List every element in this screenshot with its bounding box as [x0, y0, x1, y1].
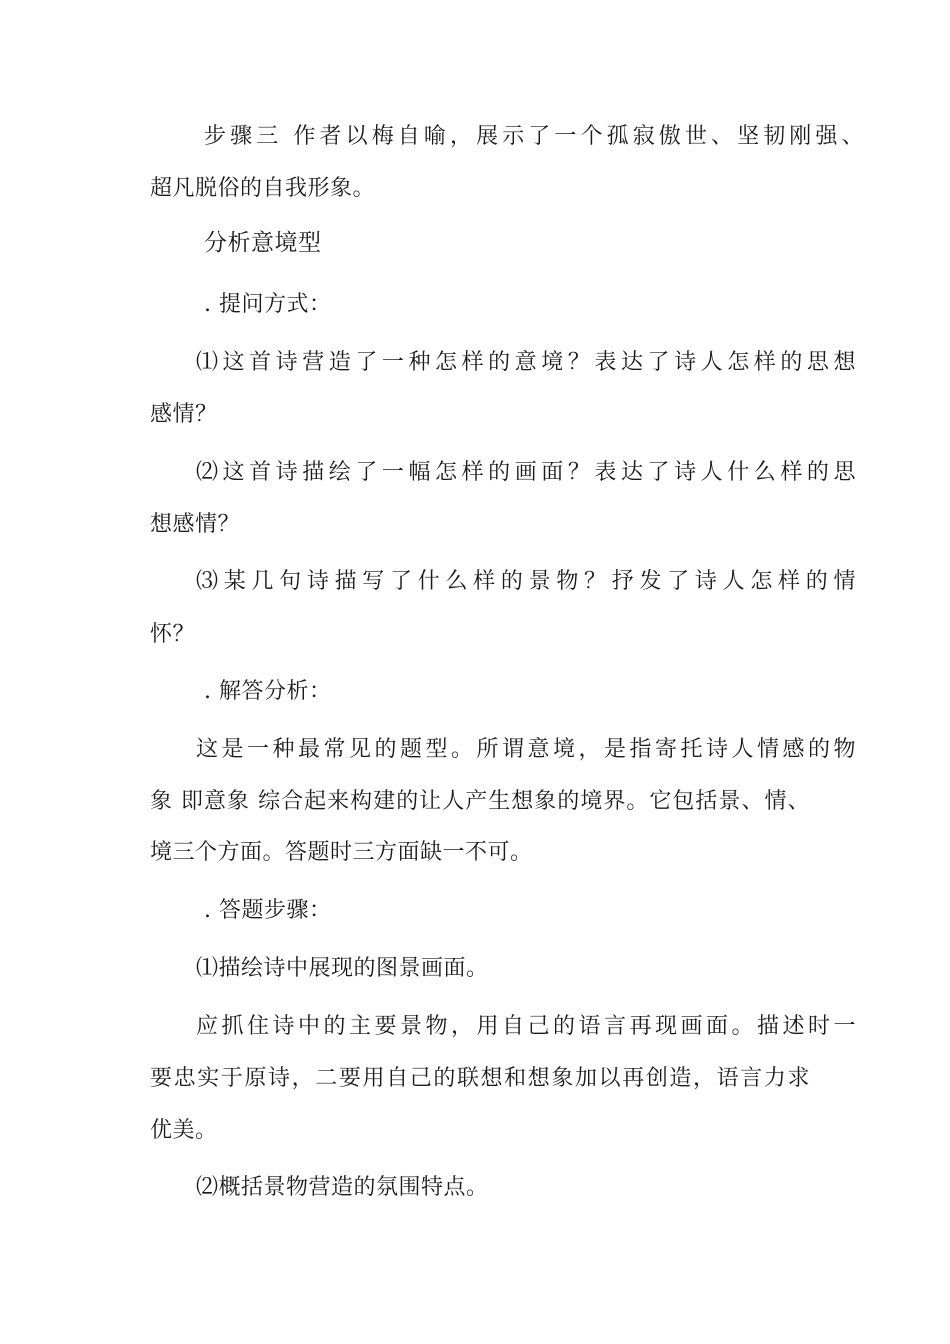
paragraph-line: 步骤三 作者以梅自喻，展示了一个孤寂傲世、坚韧刚强、 — [204, 124, 864, 149]
question-line: 感情？ — [150, 402, 218, 427]
step-line: ⑵概括景物营造的氛围特点。 — [196, 1175, 489, 1200]
paragraph-line: 象 即意象 综合起来构建的让人产生想象的境界。它包括景、情、 — [150, 789, 810, 814]
subsection-label: . 答题步骤： — [204, 898, 332, 923]
question-line: 想感情？ — [150, 512, 241, 537]
paragraph-line: 要忠实于原诗，二要用自己的联想和想象加以再创造，语言力求 — [150, 1066, 810, 1091]
question-line: ⑵这首诗描绘了一幅怎样的画面？表达了诗人什么样的思 — [196, 460, 856, 485]
question-line: ⑶某几句诗描写了什么样的景物？抒发了诗人怎样的情 — [196, 569, 856, 594]
paragraph-line: 境三个方面。答题时三方面缺一不可。 — [150, 840, 533, 865]
paragraph-line: 应抓住诗中的主要景物，用自己的语言再现画面。描述时一 — [196, 1014, 856, 1039]
paragraph-line: 这是一种最常见的题型。所谓意境，是指寄托诗人情感的物 — [196, 737, 856, 762]
paragraph-line: 优美。 — [150, 1118, 218, 1143]
subsection-label: . 解答分析： — [204, 679, 332, 704]
paragraph-line: 超凡脱俗的自我形象。 — [150, 176, 376, 201]
step-line: ⑴描绘诗中展现的图景画面。 — [196, 956, 489, 981]
subsection-label: . 提问方式： — [204, 292, 332, 317]
question-line: 怀？ — [150, 622, 196, 647]
section-heading: 分析意境型 — [204, 230, 322, 256]
question-line: ⑴这首诗营造了一种怎样的意境？表达了诗人怎样的思想 — [196, 350, 856, 375]
